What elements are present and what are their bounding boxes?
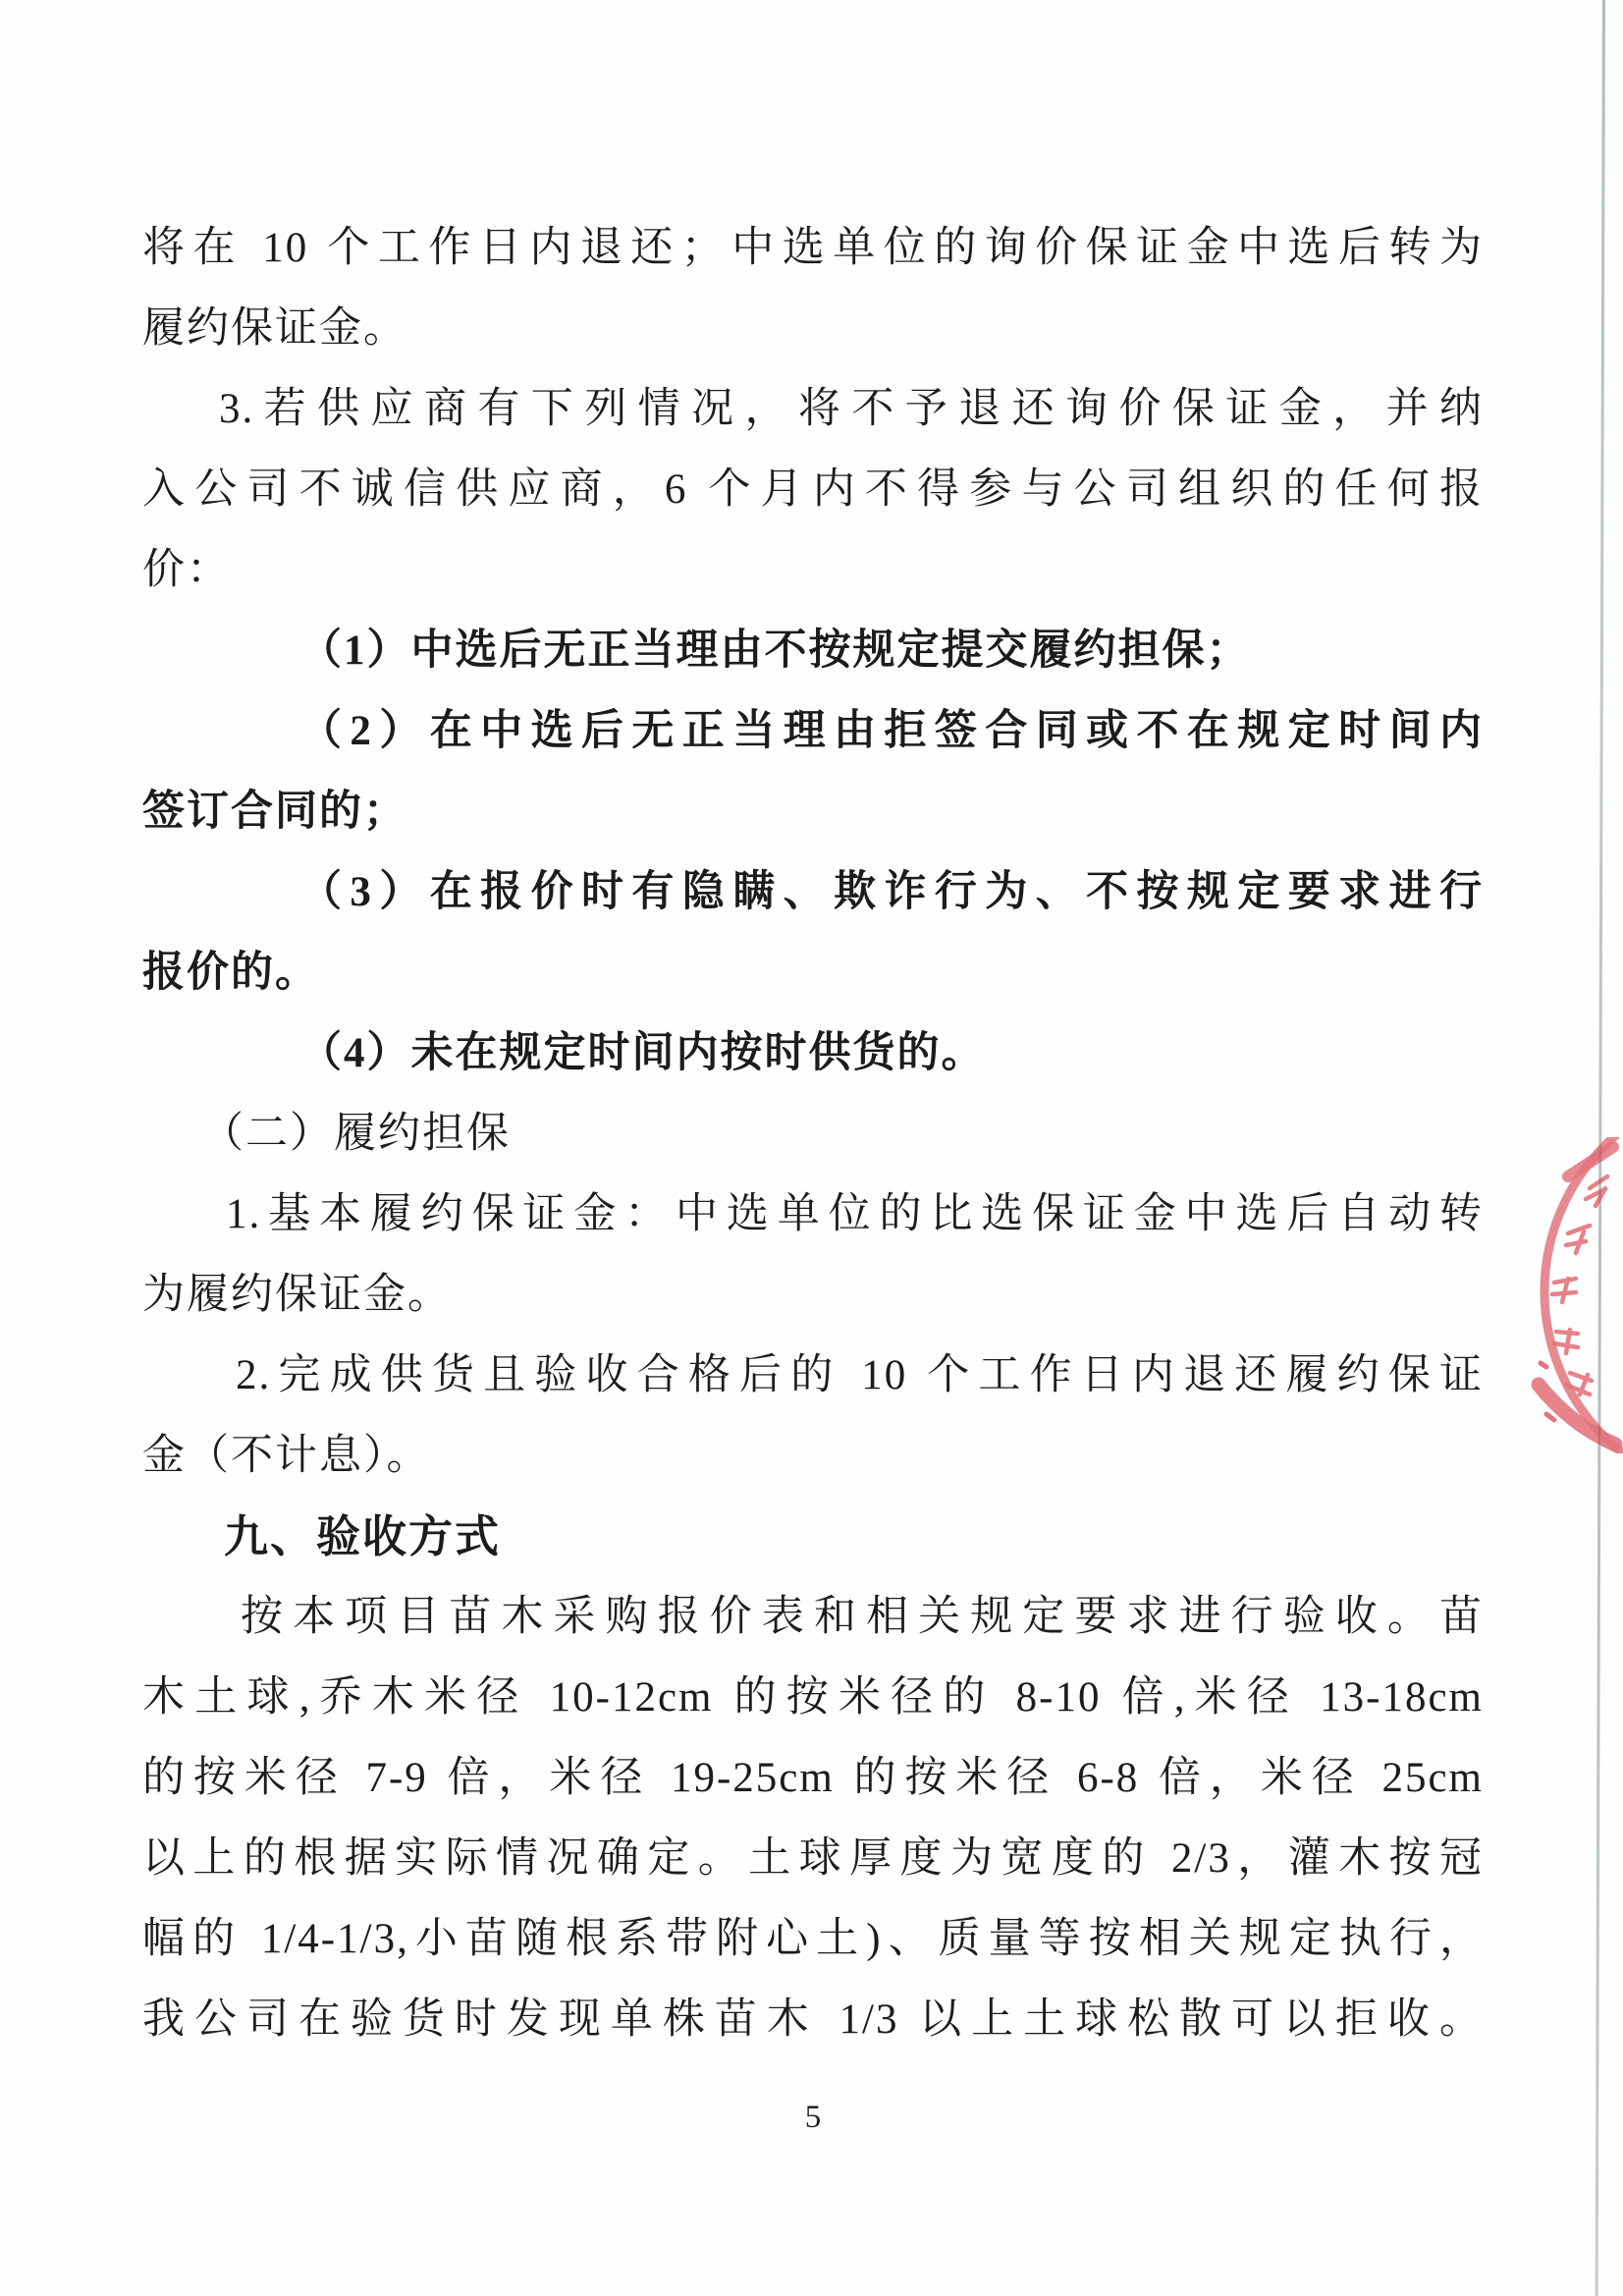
text-line: 为履约保证金。 (142, 1272, 452, 1318)
section-heading: 九、验收方式 (224, 1511, 502, 1561)
document-body (142, 208, 1484, 2060)
scan-edge-line (1596, 0, 1605, 2296)
text-line: （1）中选后无正当理由不按规定提交履约担保； (299, 628, 1251, 674)
text-line: 我公司在验货时发现单株苗木 1/3 以上土球松散可以拒收。 (142, 1996, 1484, 2043)
text-line: 价： (142, 547, 231, 593)
text-line: 的按米径 7-9 倍，米径 19-25cm 的按米径 6-8 倍，米径 25cm (142, 1755, 1484, 1801)
text-line: 按本项目苗木采购报价表和相关规定要求进行验收。苗 (241, 1594, 1484, 1640)
text-line: （2）在中选后无正当理由拒签合同或不在规定时间内 (299, 708, 1484, 754)
text-line: （4）未在规定时间内按时供货的。 (299, 1030, 986, 1076)
text-line: 入公司不诚信供应商，6 个月内不得参与公司组织的任何报 (142, 466, 1484, 513)
text-line: 3.若供应商有下列情况，将不予退还询价保证金，并纳 (219, 386, 1484, 432)
text-line: （二）履约担保 (201, 1111, 511, 1157)
text-line: 幅的 1/4-1/3,小苗随根系带附心土)、质量等按相关规定执行， (142, 1916, 1484, 1962)
text-line: 以上的根据实际情况确定。土球厚度为宽度的 2/3，灌木按冠 (142, 1835, 1484, 1882)
text-line: 木土球,乔木米径 10-12cm 的按米径的 8-10 倍,米径 13-18cm (142, 1674, 1484, 1721)
text-line: 1.基本履约保证金：中选单位的比选保证金中选后自动转 (226, 1191, 1484, 1237)
text-line: 将在 10 个工作日内退还；中选单位的询价保证金中选后转为 (142, 225, 1484, 271)
text-line: 报价的。 (142, 950, 319, 996)
red-seal-stamp (1517, 1137, 1623, 1453)
text-line: 履约保证金。 (142, 305, 407, 352)
page-number: 5 (804, 2100, 822, 2135)
text-line: 金（不计息）。 (142, 1433, 431, 1479)
text-line: （3）在报价时有隐瞒、欺诈行为、不按规定要求进行 (299, 869, 1484, 915)
text-line: 2.完成供货且验收合格后的 10 个工作日内退还履约保证 (236, 1352, 1484, 1398)
text-line: 签订合同的； (142, 789, 407, 835)
